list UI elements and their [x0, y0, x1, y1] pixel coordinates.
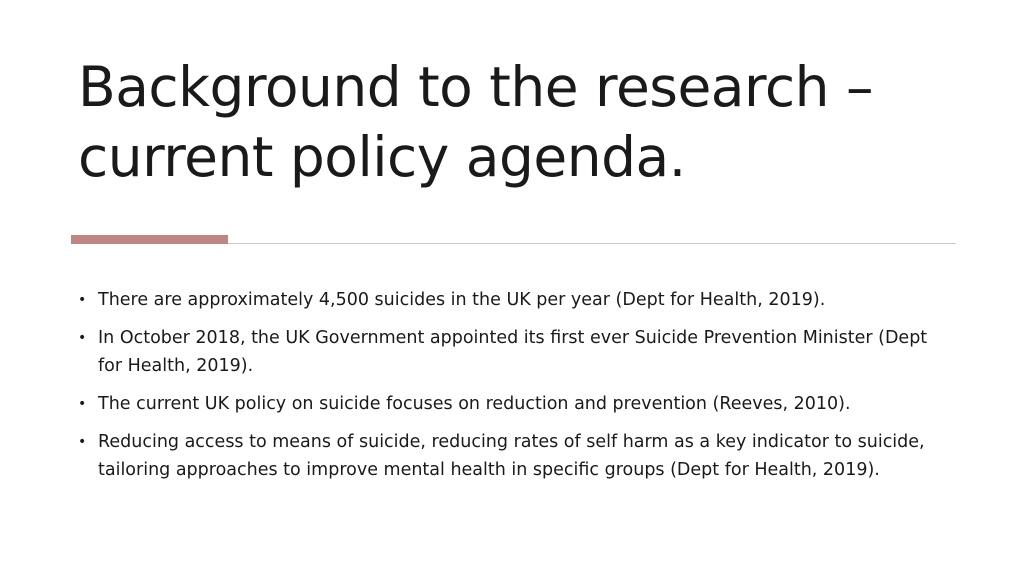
bullet-text: The current UK policy on suicide focuses on reduction and prevention (Reeves, 2010). — [98, 394, 851, 414]
bullet-item — [78, 390, 948, 418]
bullet-text: There are approximately 4,500 suicides in the UK per year (Dept for Health, 2019). — [98, 290, 826, 310]
bullet-icon: • — [78, 396, 87, 412]
bullet-list — [78, 286, 948, 494]
title-divider-accent — [71, 235, 228, 244]
bullet-icon: • — [78, 434, 87, 450]
bullet-text: Reducing access to means of suicide, reducing rates of self harm as a key indicator to suicide, tailoring approaches to improve mental health in specific groups (Dept for Health, 2019). — [98, 432, 925, 480]
bullet-item — [78, 324, 948, 380]
bullet-icon: • — [78, 330, 87, 346]
bullet-item — [78, 428, 948, 484]
bullet-icon: • — [78, 292, 87, 308]
bullet-text: In October 2018, the UK Government appointed its first ever Suicide Prevention Minister (Dept for Health, 2019). — [98, 328, 928, 376]
slide-title: Background to the research – current policy agenda. — [78, 55, 873, 189]
bullet-item — [78, 286, 948, 314]
